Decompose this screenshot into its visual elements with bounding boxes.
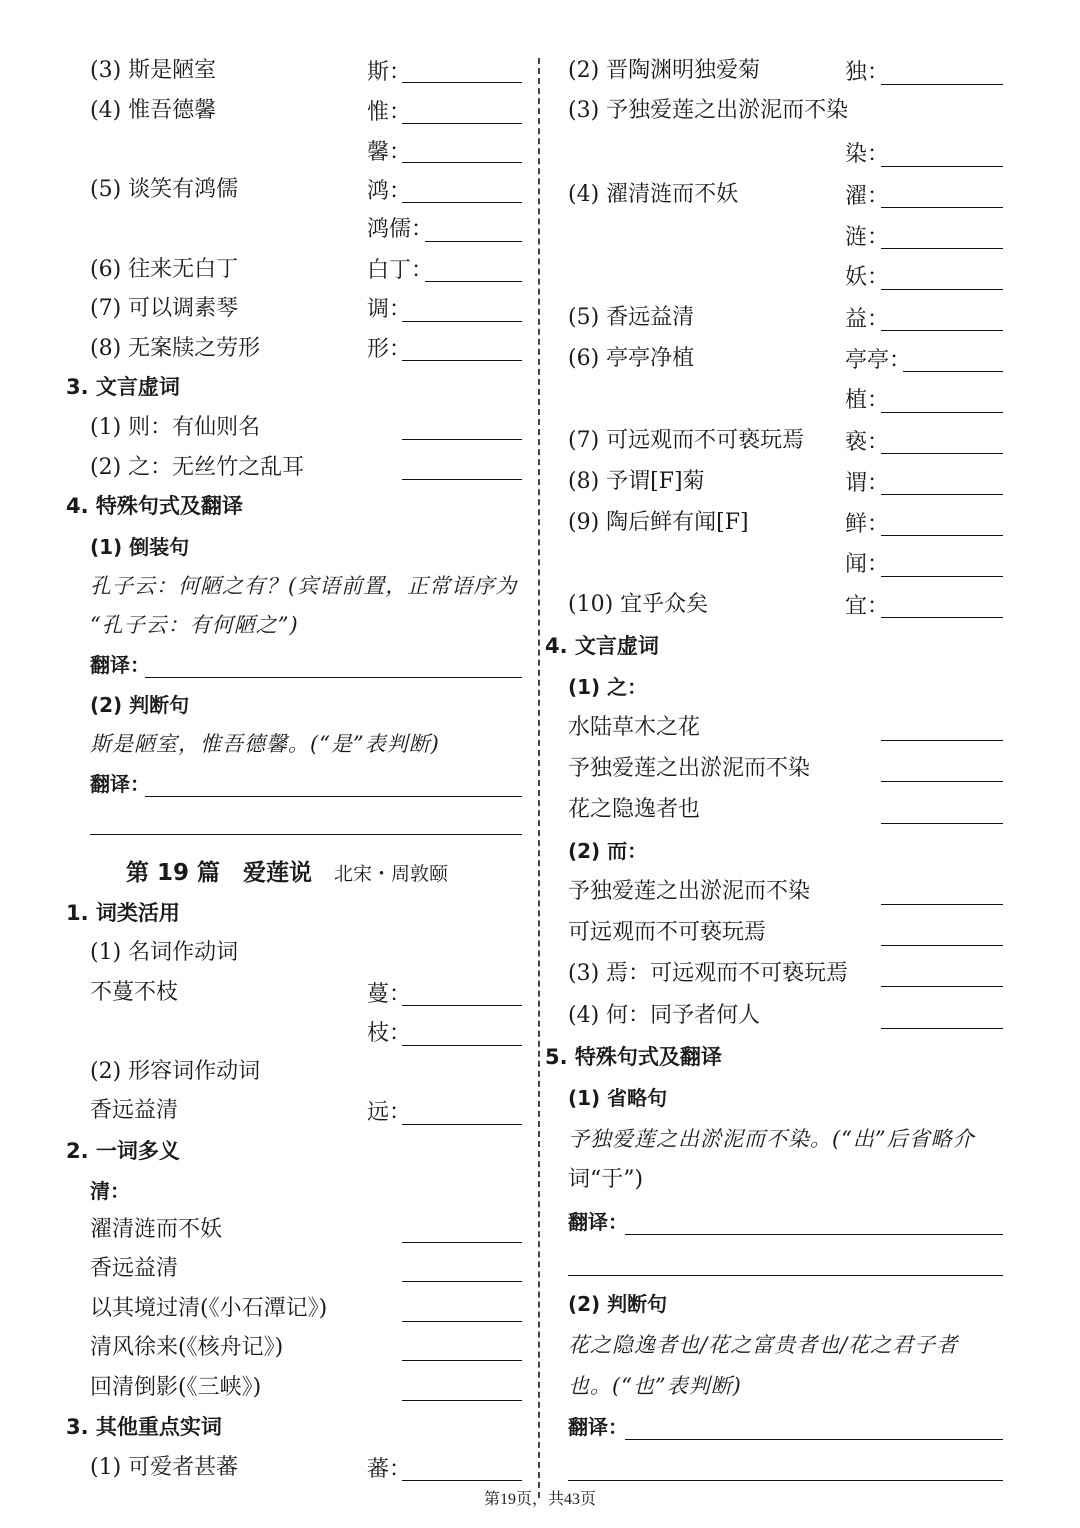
vocab-item: (5) 谈笑有鸿儒 xyxy=(90,177,239,202)
vocab-key: 闻： xyxy=(845,552,890,577)
answer-blank[interactable] xyxy=(881,494,1003,495)
vocab-key: 斯： xyxy=(367,60,412,85)
answer-blank[interactable] xyxy=(402,1281,522,1282)
translation-blank[interactable] xyxy=(568,1275,1003,1276)
answer-blank[interactable] xyxy=(402,360,522,361)
sentence-text: 以其境过清(《小石潭记》) xyxy=(90,1296,328,1321)
answer-blank[interactable] xyxy=(881,1028,1003,1029)
article-title-text: 第 19 篇 爱莲说 xyxy=(126,860,313,886)
vocab-key: 馨： xyxy=(367,140,412,165)
sentence-text: 花之隐逸者也 xyxy=(568,797,701,822)
sentence-text: 濯清涟而不妖 xyxy=(90,1217,223,1242)
sentence-text: 水陆草木之花 xyxy=(568,715,701,740)
particle-item: (3) 焉：可远观而不可亵玩焉 xyxy=(568,961,849,986)
subsection-heading: (1) 省略句 xyxy=(568,1086,668,1110)
translation-label: 翻译： xyxy=(90,772,150,796)
vocab-key: 白丁： xyxy=(367,258,434,283)
answer-blank[interactable] xyxy=(402,321,522,322)
answer-blank[interactable] xyxy=(881,740,1003,741)
subsection-heading: (1) 之： xyxy=(568,675,648,699)
sentence-text: “孔子云：有何陋之”) xyxy=(90,613,299,637)
translation-blank[interactable] xyxy=(625,1234,1003,1235)
vocab-key: 濯： xyxy=(845,184,890,209)
vocab-key: 宜： xyxy=(845,594,890,619)
section-heading: 4. 特殊句式及翻译 xyxy=(66,494,243,518)
vocab-item: (1) 可爱者甚蕃 xyxy=(90,1455,239,1480)
answer-blank[interactable] xyxy=(881,330,1003,331)
sentence-text: 予独爱莲之出淤泥而不染 xyxy=(568,756,811,781)
vocab-item: (6) 往来无白丁 xyxy=(90,257,239,282)
answer-blank[interactable] xyxy=(402,1124,522,1125)
answer-blank[interactable] xyxy=(881,904,1003,905)
answer-blank[interactable] xyxy=(402,162,522,163)
vocab-item: (8) 无案牍之劳形 xyxy=(90,336,261,361)
subsection-heading: (2) 而： xyxy=(568,839,648,863)
section-heading: 2. 一词多义 xyxy=(66,1139,180,1163)
vocab-key: 鲜： xyxy=(845,512,890,537)
sentence-text: 词“于”) xyxy=(568,1167,644,1192)
vocab-item: (7) 可以调素琴 xyxy=(90,296,239,321)
sentence-text: 花之隐逸者也/花之富贵者也/花之君子者 xyxy=(568,1333,959,1357)
answer-blank[interactable] xyxy=(881,986,1003,987)
answer-blank[interactable] xyxy=(881,248,1003,249)
vocab-item: (4) 惟吾德馨 xyxy=(90,98,217,123)
answer-blank[interactable] xyxy=(402,123,522,124)
answer-blank[interactable] xyxy=(402,479,522,480)
subsection-heading: (1) 倒装句 xyxy=(90,535,190,559)
vocab-key: 远： xyxy=(367,1100,412,1125)
answer-blank[interactable] xyxy=(881,166,1003,167)
subsection-heading: (2) 形容词作动词 xyxy=(90,1059,261,1084)
answer-blank[interactable] xyxy=(402,1321,522,1322)
sentence-text: 孔子云：何陋之有？(宾语前置，正常语序为 xyxy=(90,574,518,598)
answer-blank[interactable] xyxy=(881,781,1003,782)
section-heading: 1. 词类活用 xyxy=(66,901,180,925)
vocab-key: 独： xyxy=(845,60,890,85)
section-heading: 3. 文言虚词 xyxy=(66,375,180,399)
vocab-key: 惟： xyxy=(367,100,412,125)
sentence-text: 也。(“也”表判断) xyxy=(568,1374,742,1398)
vocab-key: 形： xyxy=(367,337,412,362)
sentence-text: 香远益清 xyxy=(90,1098,179,1123)
polysemy-word: 清： xyxy=(90,1179,130,1203)
particle-item: (2) 之：无丝竹之乱耳 xyxy=(90,455,305,480)
particle-item: (1) 则：有仙则名 xyxy=(90,415,261,440)
article-title xyxy=(126,854,448,887)
sentence-text: 不蔓不枝 xyxy=(90,980,179,1005)
vocab-key: 妖： xyxy=(845,265,890,290)
answer-blank[interactable] xyxy=(881,617,1003,618)
sentence-text: 回清倒影(《三峡》) xyxy=(90,1375,262,1400)
vocab-key: 鸿： xyxy=(367,179,412,204)
answer-blank[interactable] xyxy=(881,576,1003,577)
translation-blank[interactable] xyxy=(625,1439,1003,1440)
article-author: 北宋・周敦颐 xyxy=(334,863,449,885)
translation-blank[interactable] xyxy=(90,834,522,835)
answer-blank[interactable] xyxy=(402,82,522,83)
answer-blank[interactable] xyxy=(881,823,1003,824)
answer-blank[interactable] xyxy=(402,1242,522,1243)
answer-blank[interactable] xyxy=(881,453,1003,454)
translation-label: 翻译： xyxy=(568,1415,628,1439)
vocab-item: (4) 濯清涟而不妖 xyxy=(568,182,739,207)
answer-blank[interactable] xyxy=(402,439,522,440)
section-heading: 3. 其他重点实词 xyxy=(66,1415,222,1439)
vocab-item: (3) 予独爱莲之出淤泥而不染 xyxy=(568,98,849,123)
vocab-item: (10) 宜乎众矣 xyxy=(568,592,709,617)
translation-label: 翻译： xyxy=(90,653,150,677)
answer-blank[interactable] xyxy=(881,289,1003,290)
answer-blank[interactable] xyxy=(402,1045,522,1046)
vocab-key: 染： xyxy=(845,142,890,167)
vocab-item: (3) 斯是陋室 xyxy=(90,58,217,83)
answer-blank[interactable] xyxy=(903,371,1003,372)
answer-blank[interactable] xyxy=(881,207,1003,208)
sentence-text: 斯是陋室，惟吾德馨。(“是”表判断) xyxy=(90,732,440,756)
answer-blank[interactable] xyxy=(402,1005,522,1006)
sentence-text: 香远益清 xyxy=(90,1256,179,1281)
vocab-key: 蕃： xyxy=(367,1457,412,1482)
answer-blank[interactable] xyxy=(425,281,522,282)
vocab-key: 谓： xyxy=(845,471,890,496)
vocab-key: 亭亭： xyxy=(845,348,912,373)
answer-blank[interactable] xyxy=(881,945,1003,946)
answer-blank[interactable] xyxy=(881,535,1003,536)
answer-blank[interactable] xyxy=(881,84,1003,85)
answer-blank[interactable] xyxy=(425,241,522,242)
answer-blank[interactable] xyxy=(881,412,1003,413)
answer-blank[interactable] xyxy=(402,202,522,203)
subsection-heading: (1) 名词作动词 xyxy=(90,940,239,965)
translation-blank[interactable] xyxy=(145,796,522,797)
vocab-key: 枝： xyxy=(367,1021,412,1046)
answer-blank[interactable] xyxy=(402,1400,522,1401)
vocab-item: (5) 香远益清 xyxy=(568,305,695,330)
page-number: 第19页，共43页 xyxy=(483,1491,596,1508)
vocab-item: (8) 予谓[F]菊 xyxy=(568,469,705,494)
sentence-text: 予独爱莲之出淤泥而不染。(“出”后省略介 xyxy=(568,1127,975,1151)
vocab-key: 涟： xyxy=(845,225,890,250)
particle-item: (4) 何：同予者何人 xyxy=(568,1003,761,1028)
translation-blank[interactable] xyxy=(568,1480,1003,1481)
vocab-key: 植： xyxy=(845,388,890,413)
section-heading: 4. 文言虚词 xyxy=(545,634,659,658)
answer-blank[interactable] xyxy=(402,1480,522,1481)
vocab-key: 亵： xyxy=(845,430,890,455)
vocab-key: 调： xyxy=(367,297,412,322)
vocab-key: 蔓： xyxy=(367,982,412,1007)
vocab-key: 益： xyxy=(845,307,890,332)
sentence-text: 清风徐来(《核舟记》) xyxy=(90,1335,284,1360)
subsection-heading: (2) 判断句 xyxy=(568,1292,668,1316)
sentence-text: 可远观而不可亵玩焉 xyxy=(568,920,767,945)
section-heading: 5. 特殊句式及翻译 xyxy=(545,1045,722,1069)
vocab-item: (2) 晋陶渊明独爱菊 xyxy=(568,58,761,83)
vocab-item: (6) 亭亭净植 xyxy=(568,346,695,371)
translation-label: 翻译： xyxy=(568,1210,628,1234)
vocab-item: (7) 可远观而不可亵玩焉 xyxy=(568,428,805,453)
column-divider xyxy=(538,58,540,1498)
vocab-key: 鸿儒： xyxy=(367,217,434,242)
subsection-heading: (2) 判断句 xyxy=(90,693,190,717)
sentence-text: 予独爱莲之出淤泥而不染 xyxy=(568,879,811,904)
vocab-item: (9) 陶后鲜有闻[F] xyxy=(568,510,749,535)
translation-blank[interactable] xyxy=(145,677,522,678)
answer-blank[interactable] xyxy=(402,1360,522,1361)
